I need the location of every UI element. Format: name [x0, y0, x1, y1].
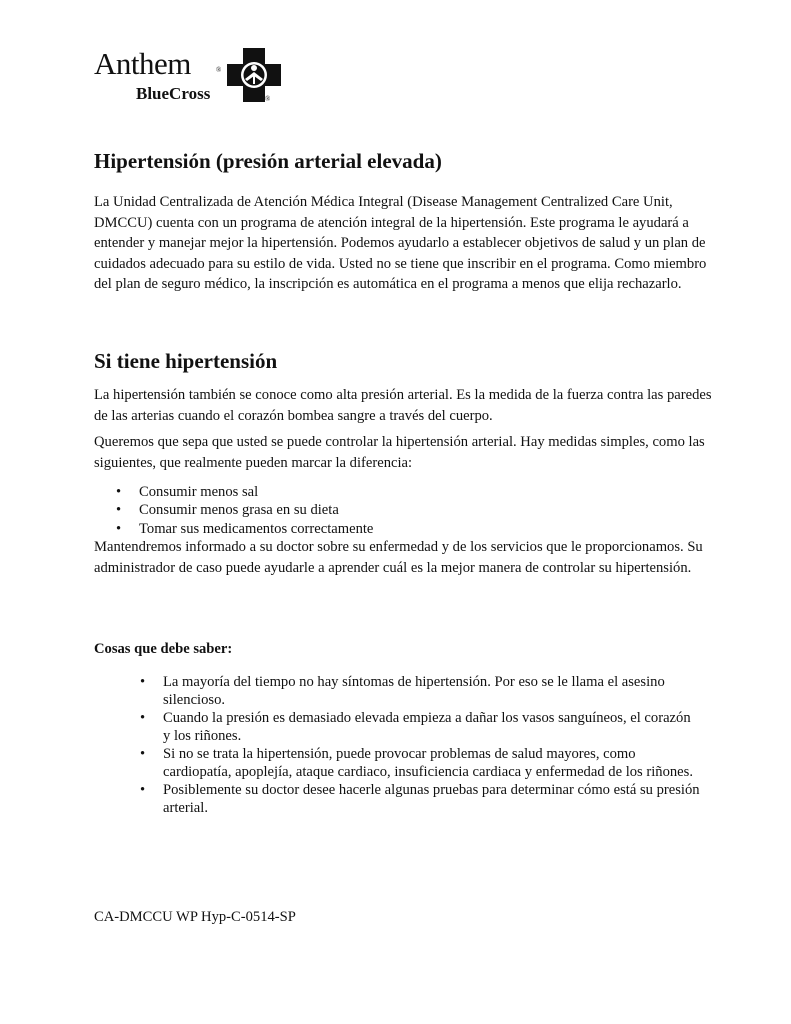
list-item [140, 745, 700, 781]
list-item [116, 501, 676, 519]
doctor-info-paragraph: Mantendremos informado a su doctor sobre su enfermedad y de los servicios que le proporcionamos. Su administrador de caso puede ayudarle a aprender cuál es la mejor manera de controlar su hipertensión. [94, 539, 703, 576]
measures-paragraph: Queremos que sepa que usted se puede controlar la hipertensión arterial. Hay medidas simples, como las siguientes, que realmente pueden marcar la diferencia: [94, 434, 705, 471]
list-item [140, 673, 700, 709]
bullet-icon: • [140, 746, 146, 762]
logo-registered-mark: ® [216, 66, 222, 74]
list-item [140, 781, 700, 817]
bullet-icon: • [140, 674, 146, 690]
list-item [116, 483, 676, 501]
logo-registered-mark-2: ® [265, 95, 271, 103]
section-heading-hipertension: Si tiene hipertensión [94, 349, 278, 373]
definition-paragraph: La hipertensión también se conoce como alta presión arterial. Es la medida de la fuerza contra las paredes de las arterias cuando el corazón bombea sangre a través del cuerpo. [94, 387, 712, 424]
list-item-text: Consumir menos grasa en su dieta [139, 502, 339, 519]
bullet-icon: • [116, 520, 122, 537]
logo-subtitle: BlueCross [136, 84, 211, 103]
list-item-text: Cuando la presión es demasiado elevada empieza a dañar los vasos sanguíneos, el corazón y los riñones. [163, 710, 691, 744]
list-item-text: Consumir menos sal [139, 484, 259, 500]
intro-paragraph: La Unidad Centralizada de Atención Médica Integral (Disease Management Centralized Care Unit, DMCCU) cuenta con un programa de atención integral de la hipertensión. Este programa le ayudará a entender y manejar mejor la hipertensión. Podemos ayudarlo a establecer objetivos de salud y un plan de cuidados adecuado para su estilo de vida. Usted no se tiene que inscribir en el programa. Como miembro del plan de seguro médico, la inscripción es automática en el programa a menos que elija rechazarlo. [94, 194, 707, 293]
facts-list [140, 673, 700, 817]
logo-wordmark: Anthem [94, 46, 191, 81]
list-item [116, 520, 676, 538]
anthem-bluecross-logo [94, 44, 294, 106]
bullet-icon: • [116, 484, 122, 500]
page-title: Hipertensión (presión arterial elevada) [94, 149, 442, 173]
bullet-icon: • [140, 782, 146, 798]
measures-list [116, 483, 676, 538]
things-to-know-heading: Cosas que debe saber: [94, 641, 233, 657]
list-item-text: La mayoría del tiempo no hay síntomas de hipertensión. Por eso se le llama el asesino silencioso. [163, 674, 665, 708]
list-item-text: Tomar sus medicamentos correctamente [139, 520, 374, 537]
list-item [140, 709, 700, 745]
list-item-text: Si no se trata la hipertensión, puede provocar problemas de salud mayores, como cardiopatía, apoplejía, ataque cardiaco, insuficiencia cardiaca y enfermedad de los riñones. [163, 746, 693, 780]
list-item-text: Posiblemente su doctor desee hacerle algunas pruebas para determinar cómo está su presión arterial. [163, 782, 700, 816]
document-code-footer: CA-DMCCU WP Hyp-C-0514-SP [94, 909, 296, 925]
bullet-icon: • [116, 502, 122, 519]
bullet-icon: • [140, 710, 146, 726]
blue-cross-icon [227, 48, 281, 102]
